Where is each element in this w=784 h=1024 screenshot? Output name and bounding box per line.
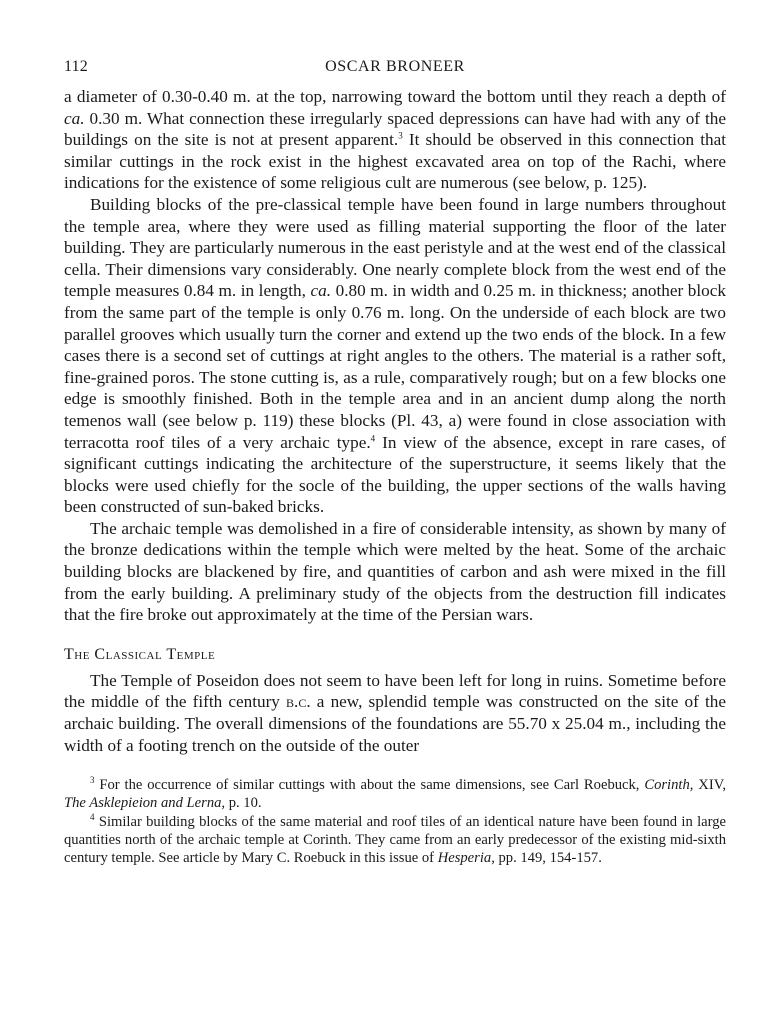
page-header [64,58,726,86]
paragraph-2: Building blocks of the pre-classical temple have been found in large numbers throughout the temple area, where they were used as filling material supporting the floor of the later building. They are particularly numerous in the east peristyle and at the west end of the classical cella. Their dimensions vary considerably. One nearly complete block from the west end of the temple measures 0.84 m. in length, ca. 0.80 m. in width and 0.25 m. in thickness; another block from the same part of the temple is only 0.76 m. long. On the underside of each block are two parallel grooves which usually turn the corner and extend up the two ends of the block. In a few cases there is a second set of cuttings at right angles to the others. The material is a rather soft, fine-grained poros. The stone cutting is, as a rule, comparatively rough; but on a few blocks one edge is smoothly finished. Both in the temple area and in an ancient dump along the north temenos wall (see below p. 119) these blocks (Pl. 43, a) were found in close association with terracotta roof tiles of a very archaic type.$^4$ In view of the absence, except in rare cases, of significant cuttings indicating the architecture of the superstructure, it seems likely that the blocks were used chiefly for the socle of the building, the upper sections of the walls having been constructed of sun-baked bricks. [64,194,727,517]
running-title: OSCAR BRONEER [325,58,465,75]
footnotes [64,776,726,867]
footnote-3: $^3$ For the occurrence of similar cuttings with about the same dimensions, see Carl Roebuck, Corinth, XIV, The Asklepieion and Lerna, p. 10. [64,775,726,812]
paragraph-1: a diameter of 0.30-0.40 m. at the top, narrowing toward the bottom until they reach a depth of ca. 0.30 m. What connection these irregularly spaced depressions can have had with any of the buildings on the site is not at present apparent.$^3$ It should be observed in this connection that similar cuttings in the rock exist in the highest excavated area on top of the Rachi, where indications for the existence of some religious cult are numerous (see below, p. 125). [64,87,726,193]
page-number: 112 [64,58,89,75]
paragraph-3: The archaic temple was demolished in a fire of considerable intensity, as shown by many of the bronze dedications within the temple which were melted by the heat. Some of the archaic building blocks are blackened by fire, and quantities of carbon and ash were mixed in the fill from the early building. A preliminary study of the objects from the destruction fill indicates that the fire broke out approximately at the time of the Persian wars. [64,518,726,625]
footnote-ref-4[interactable]: 4 [370,432,376,443]
footnote-4: $^4$ Similar building blocks of the same material and roof tiles of an identical nature have been found in large quantities north of the archaic temple at Corinth. They came from an early predecessor of the existing mid-sixth century temple. See article by Mary C. Roebuck in this issue of Hesperia, pp. 149, 154-157. [64,811,726,867]
body-text [64,86,726,756]
section-heading: The Classical Temple [64,645,216,663]
footnote-ref-3[interactable]: 3 [398,130,403,141]
page [64,58,726,867]
paragraph-4: The Temple of Poseidon does not seem to have been left for long in ruins. Sometime before the middle of the fifth century b.c. a new, splendid temple was constructed on the site of the archaic building. The overall dimensions of the foundations are 55.70 x 25.04 m., including the width of a footing trench on the outside of the outer [64,670,727,755]
